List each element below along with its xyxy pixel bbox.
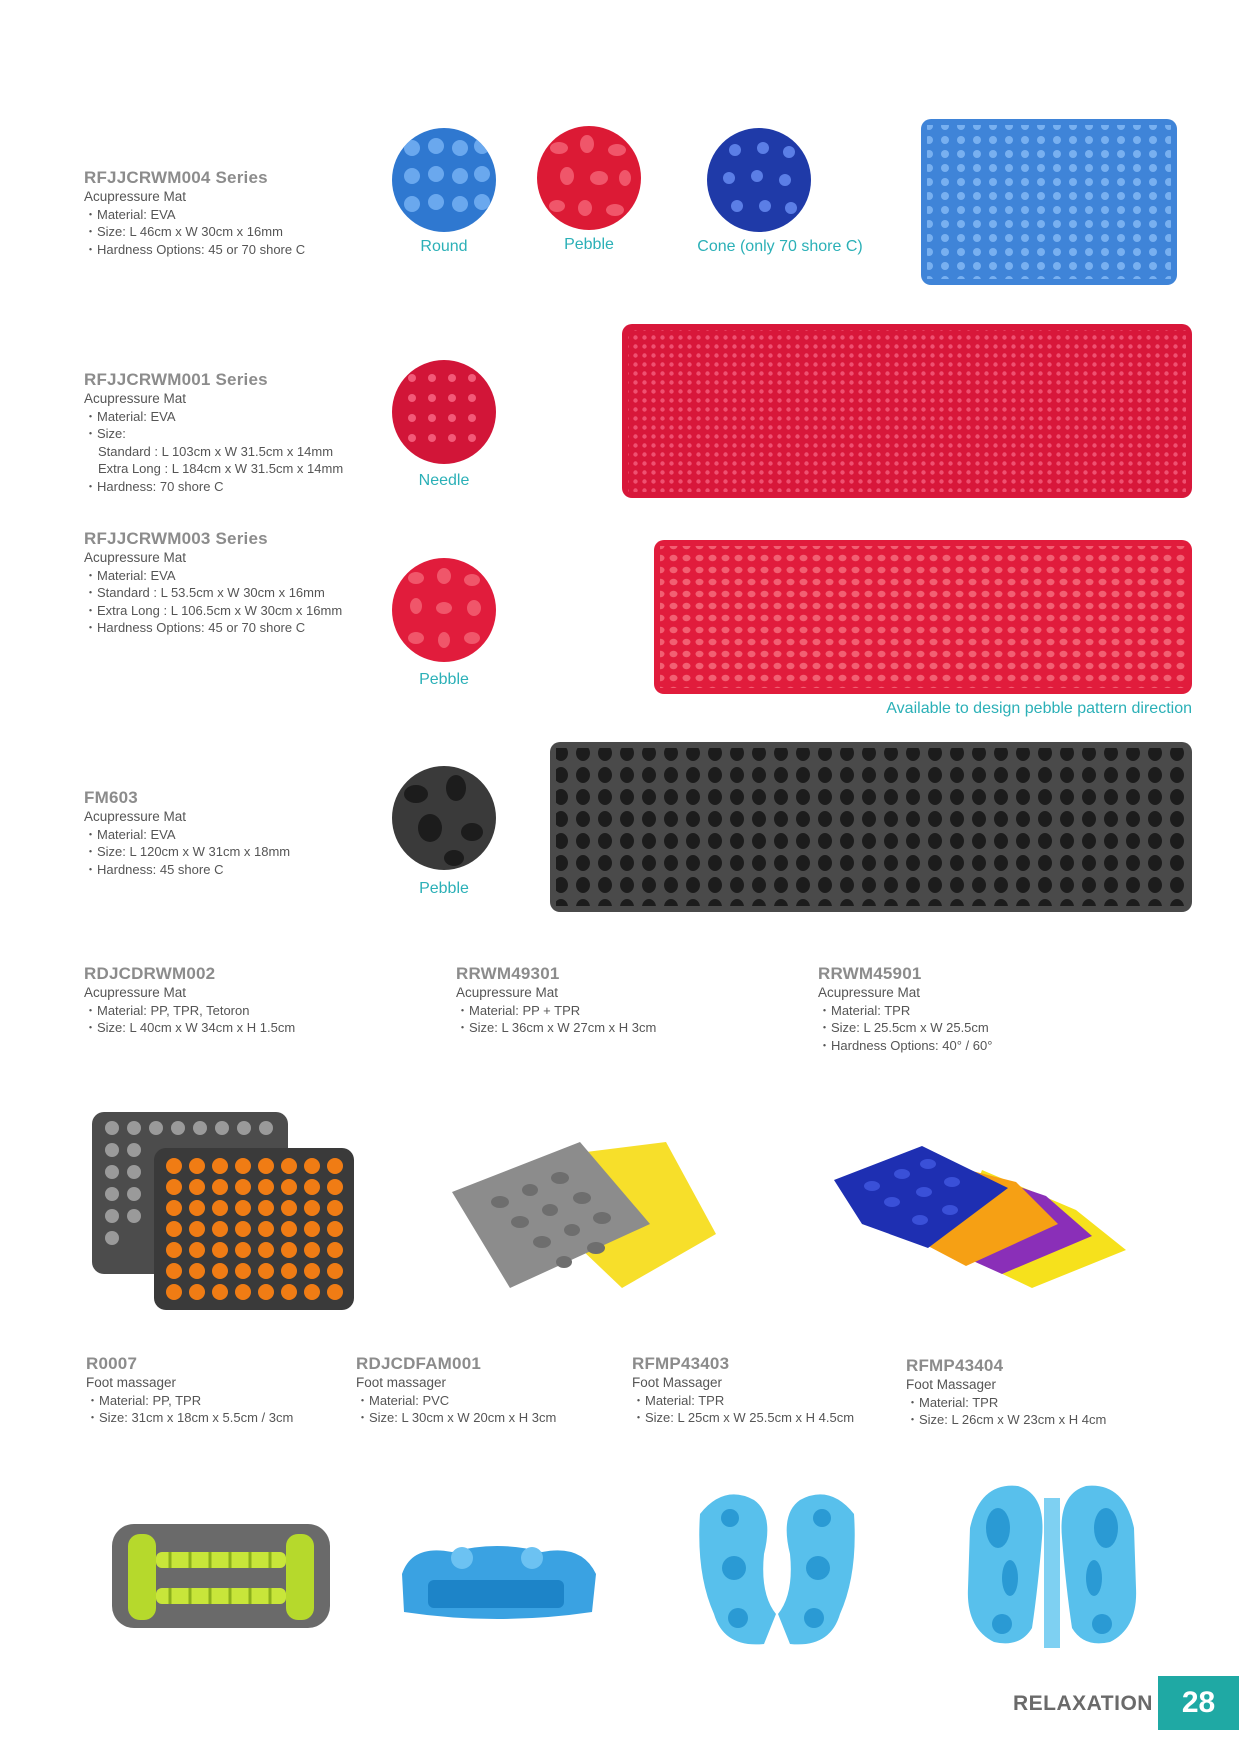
ball-mat-image	[90, 1108, 360, 1314]
foot-massager-43403-image	[694, 1484, 860, 1648]
product-spec: ・Size: L 40cm x W 34cm x H 1.5cm	[84, 1020, 296, 1035]
roller-massager-image	[110, 1518, 332, 1632]
product-rrwm49301	[456, 964, 756, 1037]
product-rrwm45901	[818, 964, 1118, 1054]
swatch-label-pebble: Pebble	[419, 880, 469, 897]
product-spec: ・Size:	[84, 426, 126, 441]
product-spec: ・Material: PP, TPR	[86, 1392, 202, 1408]
product-spec: ・Size: L 25.5cm x W 25.5cm	[818, 1020, 989, 1035]
product-spec: ・Hardness Options: 40° / 60°	[818, 1037, 993, 1053]
product-spec: ・Size: L 30cm x W 20cm x H 3cm	[356, 1410, 557, 1425]
foot-massager-43404-image	[960, 1478, 1144, 1650]
product-sku: RDJCDFAM001	[356, 1354, 482, 1373]
product-rfmp43403	[632, 1354, 902, 1427]
product-type: Foot massager	[356, 1375, 447, 1390]
product-type: Acupressure Mat	[84, 189, 187, 204]
product-sku: RDJCDRWM002	[84, 964, 216, 983]
product-spec: ・Size: L 36cm x W 27cm x H 3cm	[456, 1020, 657, 1035]
product-spec: ・Material: PP + TPR	[456, 1002, 581, 1018]
product-sku: FM603	[84, 788, 138, 807]
product-rfmp43404	[906, 1356, 1176, 1429]
product-spec: ・Material: EVA	[84, 826, 176, 842]
swatch-pebble-red-image	[392, 558, 496, 662]
product-spec: ・Hardness: 45 shore C	[84, 861, 224, 877]
product-spec: ・Material: EVA	[84, 567, 176, 583]
product-type: Acupressure Mat	[84, 809, 187, 824]
product-sku: RFJJCRWM001 Series	[84, 370, 268, 389]
product-spec: ・Material: EVA	[84, 408, 176, 424]
product-spec: ・Hardness: 70 shore C	[84, 478, 224, 494]
swatch-label-needle: Needle	[418, 472, 470, 489]
product-sku: RFJJCRWM003 Series	[84, 529, 268, 548]
swatch-label-cone: Cone (only 70 shore C)	[697, 238, 863, 255]
product-sku: RFMP43404	[906, 1356, 1004, 1375]
product-sku: RRWM49301	[456, 964, 560, 983]
swatch-cone-image	[707, 128, 811, 232]
swatch-label-round: Round	[420, 238, 468, 255]
product-sku: RFJJCRWM004 Series	[84, 168, 268, 187]
product-spec: ・Size: L 26cm x W 23cm x H 4cm	[906, 1412, 1107, 1427]
product-type: Acupressure Mat	[818, 985, 921, 1000]
section-title: RELAXATION	[1013, 1692, 1153, 1715]
product-type: Acupressure Mat	[456, 985, 559, 1000]
product-rfjjcrwm003	[84, 529, 384, 637]
product-spec: ・Size: L 120cm x W 31cm x 18mm	[84, 844, 291, 859]
puzzle-tiles-image	[832, 1140, 1126, 1290]
swatch-pebble-black-image	[392, 766, 496, 870]
pattern-direction-note: Available to design pebble pattern direction	[886, 700, 1192, 717]
product-spec: ・Material: PVC	[356, 1392, 450, 1408]
swatch-pebble-red-image	[537, 126, 641, 230]
product-spec: ・Standard : L 53.5cm x W 30cm x 16mm	[84, 585, 325, 600]
red-needle-mat-image	[622, 324, 1192, 498]
swatch-round-image	[392, 128, 496, 232]
product-spec: ・Material: TPR	[906, 1394, 999, 1410]
product-type: Acupressure Mat	[84, 985, 187, 1000]
page-number: 28	[1158, 1676, 1239, 1730]
product-spec: ・Material: TPR	[818, 1002, 911, 1018]
product-spec: ・Size: L 25cm x W 25.5cm x H 4.5cm	[632, 1410, 855, 1425]
product-rdjcdrwm002	[84, 964, 384, 1037]
product-type: Acupressure Mat	[84, 391, 187, 406]
product-sku: R0007	[86, 1354, 138, 1373]
product-spec: ・Size: 31cm x 18cm x 5.5cm / 3cm	[86, 1410, 294, 1425]
product-rfjjcrwm004	[84, 168, 374, 258]
product-sku: RFMP43403	[632, 1354, 730, 1373]
product-type: Foot Massager	[632, 1375, 723, 1390]
product-fm603	[84, 788, 384, 878]
swatch-label-pebble: Pebble	[564, 236, 614, 253]
product-r0007	[86, 1354, 356, 1427]
product-spec: ・Material: PP, TPR, Tetoron	[84, 1002, 250, 1018]
product-spec: ・Material: EVA	[84, 206, 176, 222]
product-spec: ・Hardness Options: 45 or 70 shore C	[84, 241, 306, 257]
product-spec: ・Size: L 46cm x W 30cm x 16mm	[84, 224, 283, 239]
product-spec: Standard : L 103cm x W 31.5cm x 14mm	[98, 443, 334, 459]
grey-yellow-tiles-image	[450, 1138, 716, 1288]
black-pebble-mat-image	[550, 742, 1192, 912]
product-spec: ・Material: TPR	[632, 1392, 725, 1408]
product-type: Foot massager	[86, 1375, 177, 1390]
blue-mat-image	[921, 119, 1177, 285]
swatch-label-pebble: Pebble	[419, 671, 469, 688]
red-pebble-mat-image	[654, 540, 1192, 694]
product-type: Foot Massager	[906, 1377, 997, 1392]
product-spec: Extra Long : L 184cm x W 31.5cm x 14mm	[98, 461, 344, 476]
product-spec: ・Extra Long : L 106.5cm x W 30cm x 16mm	[84, 602, 343, 618]
product-type: Acupressure Mat	[84, 550, 187, 565]
product-spec: ・Hardness Options: 45 or 70 shore C	[84, 620, 306, 635]
swatch-needle-image	[392, 360, 496, 464]
product-rdjcdfam001	[356, 1354, 626, 1427]
product-rfjjcrwm001	[84, 370, 384, 495]
product-sku: RRWM45901	[818, 964, 922, 983]
blue-foot-pad-image	[392, 1534, 602, 1624]
